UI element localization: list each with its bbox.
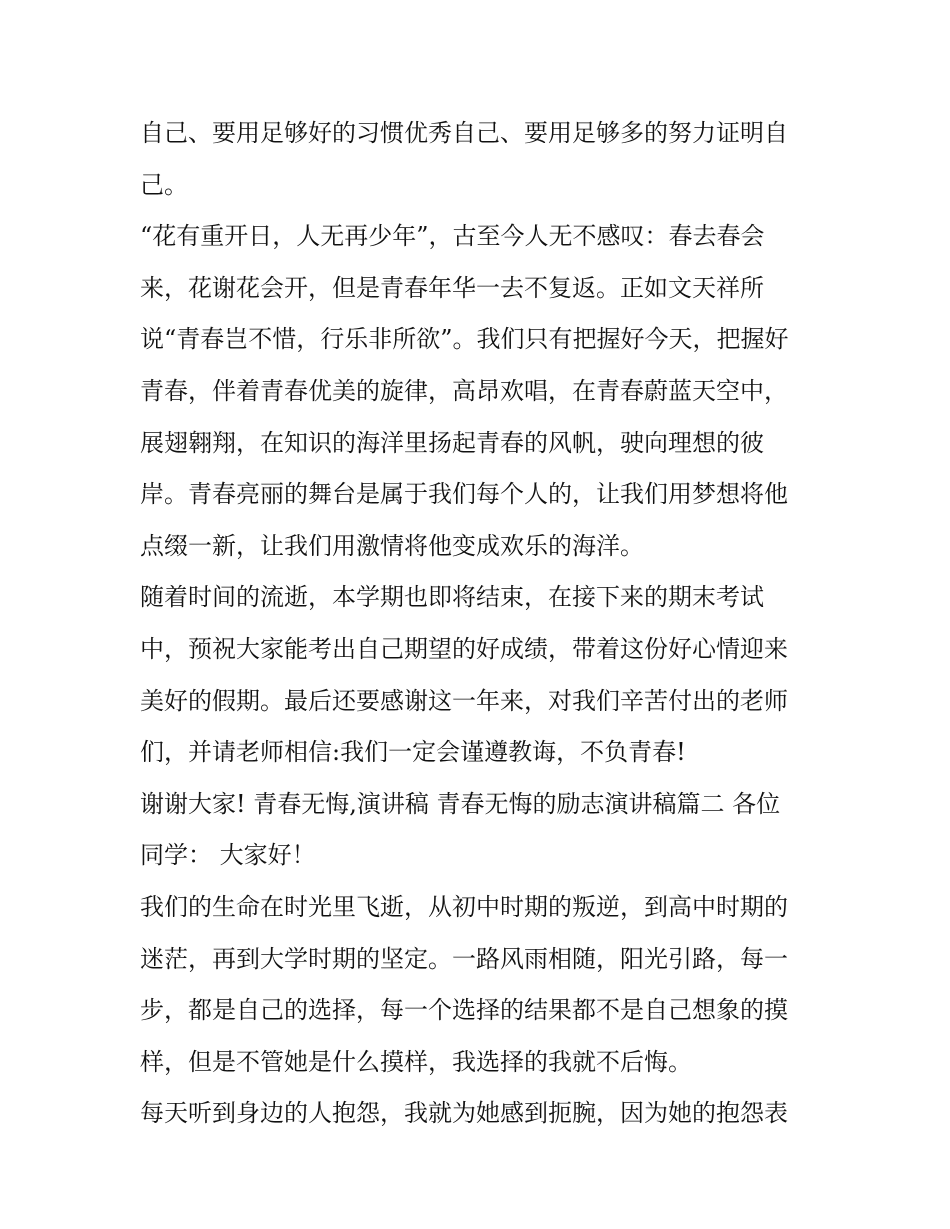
text-line: 自己、要用足够好的习惯优秀自己、要用足够多的努力证明自: [140, 119, 788, 147]
text-line: 步，都是自己的选择，每一个选择的结果都不是自己想象的摸: [140, 996, 788, 1025]
text-line: 随着时间的流逝，本学期也即将结束，在接下来的期末考试: [140, 583, 764, 612]
text-line: “花有重开日，人无再少年”，古至今人无不感叹：春去春会: [140, 222, 765, 251]
text-line: 点缀一新，让我们用激情将他变成欢乐的海洋。: [140, 531, 644, 560]
text-line: 们，并请老师相信:我们一定会谨遵教诲，不负青春!: [140, 738, 686, 767]
text-line: 中，预祝大家能考出自己期望的好成绩，带着这份好心情迎来: [140, 634, 788, 663]
text-line: 青春，伴着青春优美的旋律，高昂欢唱，在青春蔚蓝天空中，: [140, 376, 788, 405]
text-line: 展翅翱翔，在知识的海洋里扬起青春的风帆，驶向理想的彼: [140, 428, 764, 457]
text-line: 样，但是不管她是什么摸样，我选择的我就不后悔。: [140, 1047, 692, 1076]
text-line: 来，花谢花会开，但是青春年华一去不复返。正如文天祥所: [140, 273, 764, 302]
text-line: 美好的假期。最后还要感谢这一年来，对我们辛苦付出的老师: [140, 686, 788, 715]
speech-text: [140, 108, 820, 1140]
text-line: 说“青春岂不惜，行乐非所欲”。我们只有把握好今天，把握好: [140, 325, 789, 354]
text-line: 每天听到身边的人抱怨，我就为她感到扼腕，因为她的抱怨表: [140, 1099, 788, 1128]
text-line: 迷茫，再到大学时期的坚定。一路风雨相随，阳光引路，每一: [140, 944, 788, 973]
text-line: 岸。青春亮丽的舞台是属于我们每个人的，让我们用梦想将他: [140, 480, 788, 509]
text-line: 己。: [140, 170, 188, 199]
text-line: 同学： 大家好！: [140, 841, 316, 870]
text-line: 我们的生命在时光里飞逝，从初中时期的叛逆，到高中时期的: [140, 892, 788, 921]
text-line: 谢谢大家! 青春无悔,演讲稿 青春无悔的励志演讲稿篇二 各位: [140, 789, 781, 818]
